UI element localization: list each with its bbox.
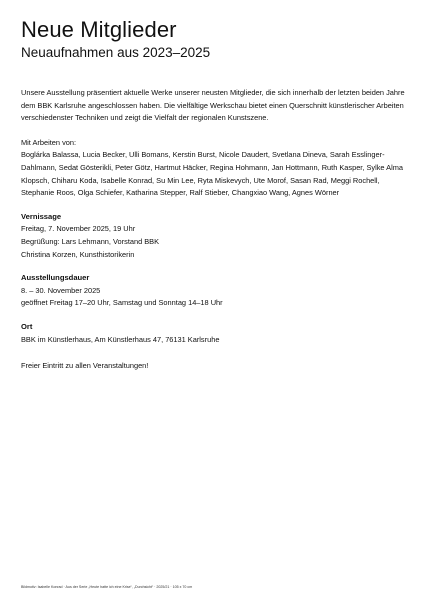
location-address: BBK im Künstlerhaus, Am Künstlerhaus 47, 76131 Karlsruhe (21, 334, 220, 344)
vernissage-section (21, 211, 405, 261)
document-page (21, 18, 405, 380)
location-heading: Ort (21, 321, 33, 331)
intro-paragraph: Unsere Ausstellung präsentiert aktuelle Werke unserer neusten Mitglieder, die sich innerhalb der letzten beiden Jahre dem BBK Karlsruhe angeschlossen haben. Die vielfältige Werkschau bietet einen Querschnitt künstlerischer Arbeiten verschiedenster Techniken und zeigt die Vielfalt der regionalen Kunstszene. (21, 88, 405, 123)
page-title: Neue Mitglieder (21, 17, 177, 42)
artists-label: Mit Arbeiten von: (21, 137, 77, 147)
vernissage-date: Freitag, 7. November 2025, 19 Uhr (21, 224, 136, 234)
free-entry-note: Freier Eintritt zu allen Veranstaltungen! (21, 361, 149, 371)
duration-section (21, 272, 405, 310)
vernissage-speaker: Christina Korzen, Kunsthistorikerin (21, 249, 135, 259)
duration-heading: Ausstellungsdauer (21, 273, 90, 283)
vernissage-welcome: Begrüßung: Lars Lehmann, Vorstand BBK (21, 236, 160, 246)
page-subtitle: Neuaufnahmen aus 2023–2025 (21, 45, 211, 60)
image-credit: Bildmotiv: Isabelle Konrad · Aus der Serie „Heute hatte ich eine Krise“, „Durchsicht“ · 2025/21 · 105 x 70 cm (21, 585, 193, 589)
duration-range: 8. – 30. November 2025 (21, 285, 101, 295)
location-section (21, 321, 405, 346)
duration-hours: geöffnet Freitag 17–20 Uhr, Samstag und Sonntag 14–18 Uhr (21, 298, 223, 308)
artists-list: Boglárka Balassa, Lucia Becker, Ulli Bomans, Kerstin Burst, Nicole Daudert, Svetlana Dineva, Sarah Esslinger-Dahlmann, Sedat Gösterikli, Peter Götz, Hartmut Häcker, Regina Hohmann, Jan Hottmann, Ruth Kasper, Sylke Alma Klopsch, Chiharu Koda, Isabelle Konrad, Su Min Lee, Ryta Miskevych, Ute Morof, Sasan Rad, Meggi Rochell, Stephanie Roos, Olga Schiefer, Katharina Stepper, Ralf Stieber, Changxiao Wang, Agnes Wörner (21, 150, 404, 198)
vernissage-heading: Vernissage (21, 211, 62, 221)
